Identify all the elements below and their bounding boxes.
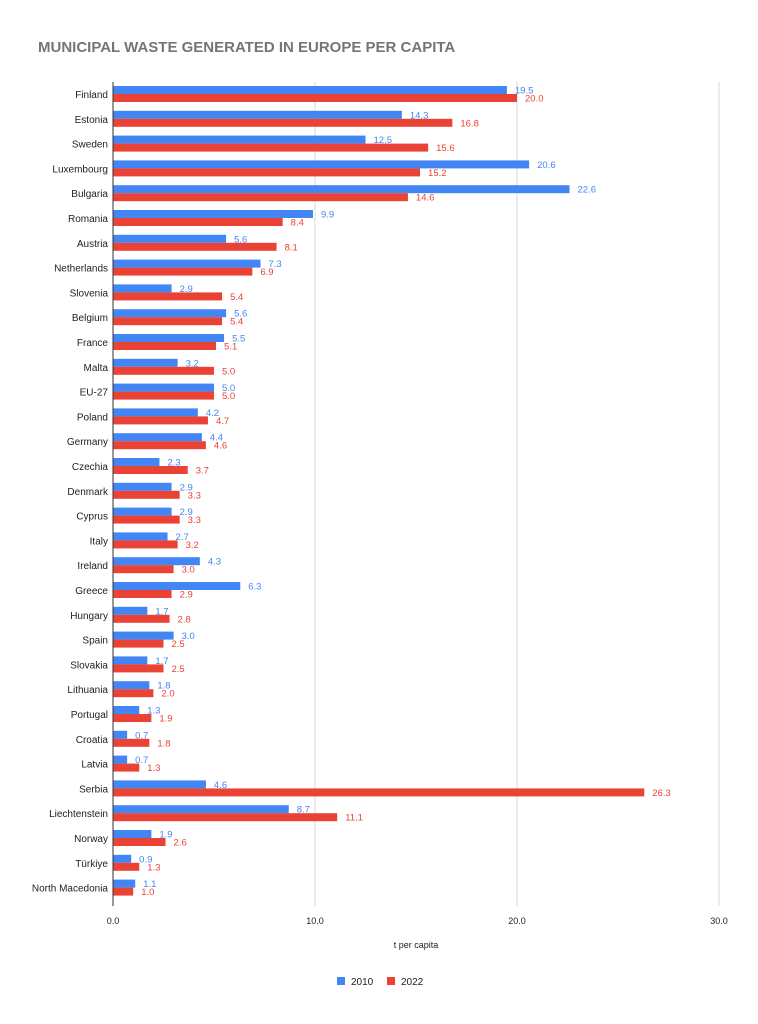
data-label-2010: 0.7 [135, 730, 149, 742]
category-label: Denmark [67, 486, 108, 498]
chart-title: MUNICIPAL WASTE GENERATED IN EUROPE PER CAPITA [38, 39, 456, 56]
category-label: Poland [76, 412, 108, 424]
data-label-2010: 6.3 [248, 581, 262, 593]
data-label-2022: 16.8 [460, 118, 479, 130]
data-label-2010: 5.0 [222, 383, 236, 395]
data-label-2022: 15.6 [436, 143, 455, 155]
data-label-2010: 2.7 [175, 531, 189, 543]
bar-2010[interactable] [113, 260, 260, 268]
category-label: France [76, 338, 108, 349]
bar-2010[interactable] [113, 830, 151, 838]
bar-2010[interactable] [113, 582, 240, 590]
data-label-2010: 1.8 [157, 680, 171, 692]
data-label-2022: 1.0 [141, 887, 155, 899]
data-label-2010: 19.5 [514, 85, 534, 97]
category-label: Netherlands [54, 263, 108, 275]
bar-2022[interactable] [113, 317, 222, 325]
data-label-2022: 1.8 [157, 738, 171, 750]
bar-2010[interactable] [113, 656, 147, 664]
bar-2022[interactable] [113, 640, 164, 648]
bar-2022[interactable] [113, 714, 151, 722]
bar-2022[interactable] [113, 516, 180, 524]
data-label-2022: 2.6 [173, 837, 187, 849]
data-label-2010: 2.9 [179, 507, 193, 519]
data-label-2022: 5.4 [230, 291, 244, 303]
data-label-2022: 26.3 [652, 787, 671, 799]
bar-2022[interactable] [113, 441, 206, 449]
category-label: Portugal [70, 710, 108, 721]
bar-2022[interactable] [113, 863, 139, 871]
data-label-2010: 14.3 [409, 110, 429, 122]
category-label: Norway [74, 834, 108, 845]
category-label: Czechia [71, 462, 108, 473]
data-label-2010: 8.7 [296, 804, 310, 816]
bar-2010[interactable] [113, 855, 131, 863]
category-label: Finland [75, 90, 108, 101]
data-labels [135, 86, 671, 899]
bar-2022[interactable] [113, 193, 408, 201]
bar-2022[interactable] [113, 540, 178, 548]
data-label-2022: 6.9 [260, 267, 274, 279]
data-label-2010: 0.9 [139, 854, 153, 866]
data-label-2022: 5.1 [224, 341, 238, 353]
data-label-2010: 5.6 [234, 234, 248, 246]
bar-2010[interactable] [113, 185, 570, 193]
data-label-2010: 2.9 [179, 482, 193, 494]
bar-2022[interactable] [113, 268, 252, 276]
data-label-2010: 22.6 [577, 184, 597, 196]
bar-2010[interactable] [113, 880, 135, 888]
category-label: Slovenia [69, 288, 108, 300]
bar-2010[interactable] [113, 731, 127, 739]
bar-2022[interactable] [113, 243, 277, 251]
bar-2010[interactable] [113, 210, 313, 218]
data-label-2010: 1.3 [147, 705, 161, 717]
bar-2022[interactable] [113, 342, 216, 350]
category-label: Italy [89, 536, 108, 548]
category-label: EU-27 [79, 387, 108, 399]
bar-2022[interactable] [113, 888, 133, 896]
bar-2022[interactable] [113, 788, 644, 796]
category-label: Ireland [77, 561, 108, 573]
data-label-2022: 8.4 [290, 217, 304, 229]
x-tick-labels [107, 916, 728, 926]
bar-2022[interactable] [113, 416, 208, 424]
data-label-2022: 4.7 [215, 415, 230, 427]
data-label-2022: 2.5 [171, 663, 185, 675]
bar-2010[interactable] [113, 284, 172, 292]
bar-2010[interactable] [113, 86, 507, 94]
data-label-2010: 12.5 [373, 135, 392, 147]
bar-2022[interactable] [113, 590, 172, 598]
data-label-2010: 3.0 [181, 631, 195, 643]
bar-2010[interactable] [113, 408, 198, 416]
data-label-2022: 8.1 [284, 242, 298, 254]
bar-2010[interactable] [113, 532, 168, 540]
bar-2022[interactable] [113, 292, 222, 300]
bar-2022[interactable] [113, 689, 153, 697]
data-label-2010: 4.4 [209, 432, 224, 444]
bar-2022[interactable] [113, 392, 214, 400]
category-label: North Macedonia [31, 883, 108, 895]
bar-2010[interactable] [113, 136, 366, 144]
data-label-2022: 3.7 [195, 465, 209, 477]
data-label-2022: 1.9 [159, 713, 173, 725]
legend-swatch-2022 [387, 977, 395, 985]
category-label: Austria [76, 238, 108, 250]
bar-2010[interactable] [113, 780, 206, 788]
bar-2010[interactable] [113, 309, 226, 317]
bar-2010[interactable] [113, 458, 159, 466]
category-labels [32, 90, 109, 895]
legend-label-2010: 2010 [351, 977, 374, 988]
data-label-2022: 3.3 [187, 490, 201, 502]
data-label-2022: 2.5 [171, 639, 185, 651]
data-label-2010: 0.7 [135, 755, 149, 767]
bar-2010[interactable] [113, 632, 174, 640]
data-label-2010: 1.7 [155, 655, 169, 667]
category-label: Serbia [79, 784, 108, 796]
bar-2010[interactable] [113, 433, 202, 441]
x-tick-label: 30.0 [710, 916, 728, 926]
category-label: Bulgaria [71, 189, 108, 201]
data-label-2022: 1.3 [147, 862, 161, 874]
bar-2022[interactable] [113, 94, 517, 102]
data-label-2010: 4.2 [205, 407, 220, 419]
bar-2022[interactable] [113, 119, 452, 127]
legend-swatch-2010 [337, 977, 345, 985]
data-label-2010: 20.6 [537, 159, 556, 171]
data-label-2010: 9.9 [320, 209, 335, 221]
category-label: Belgium [71, 313, 108, 325]
category-label: Spain [82, 635, 108, 647]
bar-2010[interactable] [113, 706, 139, 714]
category-label: Hungary [70, 610, 108, 622]
data-label-2010: 2.9 [179, 283, 193, 295]
bar-2010[interactable] [113, 805, 289, 813]
data-label-2022: 4.6 [213, 440, 228, 452]
data-label-2022: 3.3 [187, 515, 201, 527]
bar-2010[interactable] [113, 160, 529, 168]
category-label: Greece [75, 586, 108, 597]
category-label: Malta [83, 362, 108, 374]
x-tick-label: 0.0 [106, 916, 120, 926]
category-label: Lithuania [67, 685, 108, 697]
data-label-2010: 1.7 [155, 606, 169, 618]
bar-2010[interactable] [113, 508, 172, 516]
category-label: Estonia [74, 114, 108, 126]
category-label: Sweden [71, 139, 108, 151]
data-label-2010: 3.2 [185, 358, 199, 370]
x-axis-title: t per capita [393, 940, 439, 950]
data-label-2010: 5.6 [234, 308, 248, 320]
data-label-2010: 1.9 [159, 829, 173, 841]
bar-2010[interactable] [113, 384, 214, 392]
data-label-2010: 2.3 [167, 457, 181, 469]
data-label-2022: 3.0 [181, 564, 195, 576]
bar-2010[interactable] [113, 334, 224, 342]
bar-2010[interactable] [113, 483, 172, 491]
bar-2022[interactable] [113, 565, 174, 573]
data-label-2022: 5.0 [222, 391, 236, 403]
x-tick-label: 10.0 [306, 916, 324, 926]
data-label-2010: 4.6 [213, 779, 228, 791]
category-label: Romania [67, 214, 108, 225]
data-label-2022: 3.2 [185, 539, 199, 551]
data-label-2022: 2.0 [161, 688, 175, 700]
bar-2010[interactable] [113, 235, 226, 243]
bar-2010[interactable] [113, 607, 147, 615]
category-label: Croatia [75, 734, 108, 746]
legend-label-2022: 2022 [401, 977, 424, 988]
data-label-2022: 20.0 [525, 93, 544, 105]
bar-2010[interactable] [113, 111, 402, 119]
category-label: Germany [66, 437, 108, 449]
data-label-2022: 5.0 [222, 366, 236, 378]
category-label: Luxembourg [52, 164, 108, 176]
data-label-2022: 11.1 [345, 812, 364, 824]
data-label-2010: 5.5 [232, 333, 246, 345]
category-label: Cyprus [76, 511, 108, 523]
bar-2010[interactable] [113, 681, 149, 689]
data-label-2022: 1.3 [147, 763, 161, 775]
bar-2010[interactable] [113, 756, 127, 764]
category-label: Slovakia [70, 660, 108, 672]
category-label: Latvia [81, 759, 108, 771]
bar-2022[interactable] [113, 168, 420, 176]
bar-2022[interactable] [113, 491, 180, 499]
data-label-2022: 2.8 [177, 614, 191, 626]
bar-2022[interactable] [113, 218, 283, 226]
category-label: Türkiye [75, 858, 108, 870]
bar-2010[interactable] [113, 359, 178, 367]
data-label-2022: 15.2 [428, 167, 447, 179]
data-label-2022: 14.6 [415, 192, 435, 204]
data-label-2010: 4.3 [207, 556, 222, 568]
data-label-2022: 2.9 [179, 589, 193, 601]
legend[interactable] [337, 977, 424, 988]
data-label-2010: 1.1 [143, 879, 157, 891]
bar-2022[interactable] [113, 838, 166, 846]
gridlines [315, 82, 719, 906]
data-label-2010: 7.3 [268, 259, 282, 271]
x-tick-label: 20.0 [508, 916, 526, 926]
category-label: Liechtenstein [49, 809, 108, 821]
data-label-2022: 5.4 [230, 316, 244, 328]
